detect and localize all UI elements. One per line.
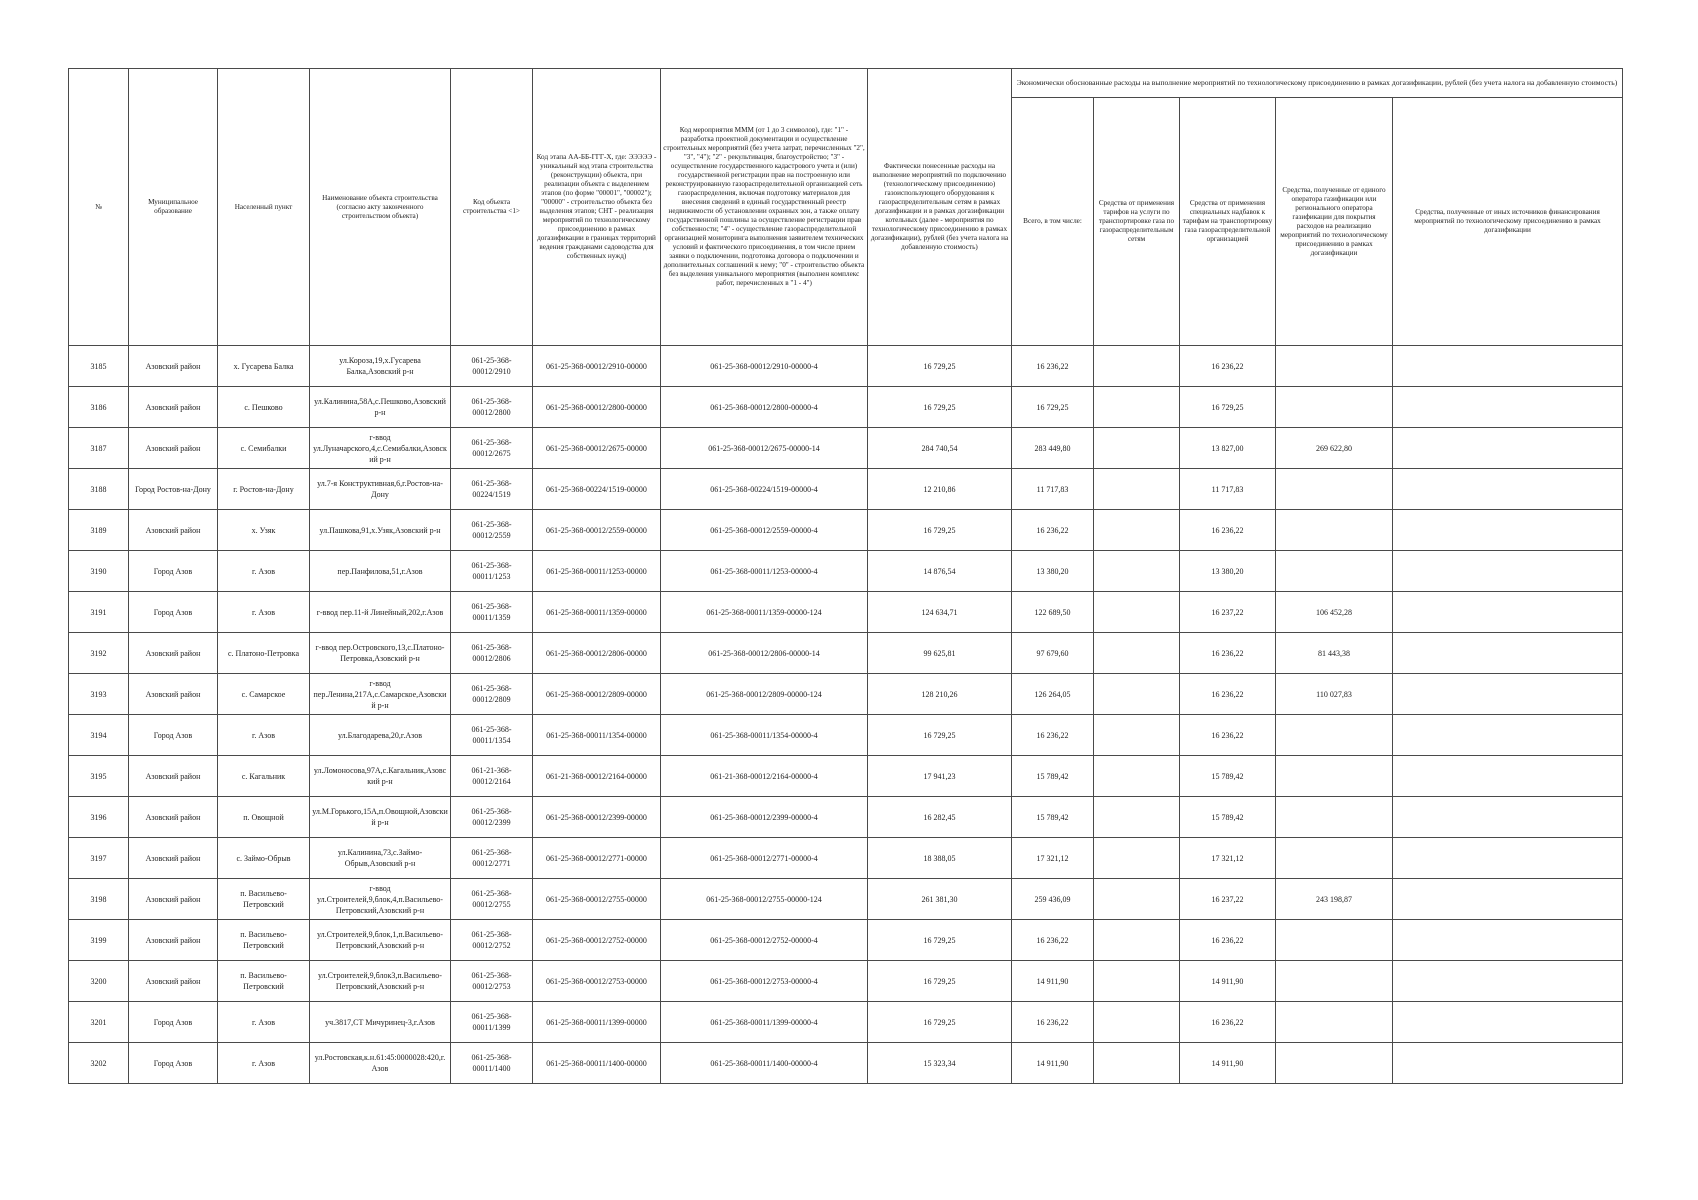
cell-object-name: ул.М.Горького,15А,п.Овощной,Азовский р-н (310, 797, 451, 838)
header-stage-code: Код этапа АА-ББ-ГГГ-Х, где: ЭЭЭЭЭ - уникальный код этапа строительства (реконструкции) объекта, при реализации объекта с выделением этапов (по форме "00001", "00002"); "00000" - строительство объекта без выделения этапов; СНТ - реализация мероприятий по технологическому присоединению в рамках догазификации в границах территорий ведения гражданами садоводства для собственных нужд) (533, 69, 661, 346)
header-object-code: Код объекта строительства <1> (451, 69, 533, 346)
cell-locality: с. Семибалки (218, 428, 310, 469)
cell-object-code: 061-25-368-00012/2809 (451, 674, 533, 715)
table-row (69, 387, 1623, 428)
cell-total: 16 729,25 (1012, 387, 1094, 428)
cell-row-number: 3202 (69, 1043, 129, 1084)
cell-other-funds (1393, 756, 1623, 797)
cell-municipality: Азовский район (129, 346, 218, 387)
cell-operator-funds (1276, 756, 1393, 797)
cell-object-code: 061-25-368-00012/2675 (451, 428, 533, 469)
cell-stage-code: 061-25-368-00012/2753-00000 (533, 961, 661, 1002)
cell-other-funds (1393, 1002, 1623, 1043)
cell-stage-code: 061-25-368-00012/2755-00000 (533, 879, 661, 920)
table-row (69, 879, 1623, 920)
cell-row-number: 3189 (69, 510, 129, 551)
cell-locality: г. Азов (218, 592, 310, 633)
cell-municipality: Азовский район (129, 838, 218, 879)
cell-tariff-funds (1094, 469, 1180, 510)
cell-surcharge-funds: 13 827,00 (1180, 428, 1276, 469)
cell-tariff-funds (1094, 387, 1180, 428)
cell-municipality: Город Азов (129, 715, 218, 756)
cell-other-funds (1393, 346, 1623, 387)
header-locality: Населенный пункт (218, 69, 310, 346)
cell-other-funds (1393, 961, 1623, 1002)
cell-municipality: Азовский район (129, 674, 218, 715)
cell-surcharge-funds: 16 236,22 (1180, 674, 1276, 715)
cell-actual-costs: 12 210,86 (868, 469, 1012, 510)
cell-tariff-funds (1094, 633, 1180, 674)
cell-object-name: ул.Благодарева,20,г.Азов (310, 715, 451, 756)
cell-total: 14 911,90 (1012, 1043, 1094, 1084)
cell-surcharge-funds: 16 236,22 (1180, 510, 1276, 551)
cell-total: 15 789,42 (1012, 756, 1094, 797)
cell-total: 13 380,20 (1012, 551, 1094, 592)
header-justified-costs-group: Экономически обоснованные расходы на выполнение мероприятий по технологическому присоединению в рамках догазификации, рублей (без учета налога на добавленную стоимость) (1012, 69, 1623, 98)
cell-object-name: ул.Ростовская,к.н.61:45:0000028:420,г.Азов (310, 1043, 451, 1084)
cell-row-number: 3192 (69, 633, 129, 674)
cell-object-code: 061-25-368-00224/1519 (451, 469, 533, 510)
cell-tariff-funds (1094, 838, 1180, 879)
cell-stage-code: 061-25-368-00012/2559-00000 (533, 510, 661, 551)
cell-object-name: пер.Панфилова,51,г.Азов (310, 551, 451, 592)
cell-tariff-funds (1094, 797, 1180, 838)
header-total: Всего, в том числе: (1012, 98, 1094, 346)
cell-row-number: 3185 (69, 346, 129, 387)
cell-stage-code: 061-25-368-00012/2675-00000 (533, 428, 661, 469)
cell-municipality: Город Азов (129, 592, 218, 633)
cell-other-funds (1393, 797, 1623, 838)
cell-municipality: Азовский район (129, 961, 218, 1002)
cell-locality: х. Узяк (218, 510, 310, 551)
cell-event-code: 061-25-368-00012/2559-00000-4 (661, 510, 868, 551)
cell-row-number: 3200 (69, 961, 129, 1002)
cell-tariff-funds (1094, 920, 1180, 961)
cell-object-code: 061-21-368-00012/2164 (451, 756, 533, 797)
cell-object-name: г-ввод ул.Луначарского,4,с.Семибалки,Азовский р-н (310, 428, 451, 469)
cell-tariff-funds (1094, 674, 1180, 715)
cell-other-funds (1393, 838, 1623, 879)
cell-object-name: ул.Строителей,9,блок,1,п.Васильево-Петровский,Азовский р-н (310, 920, 451, 961)
table-body (69, 346, 1623, 1084)
header-object-name: Наименование объекта строительства (согласно акту законченного строительством объекта) (310, 69, 451, 346)
cell-operator-funds (1276, 920, 1393, 961)
cell-operator-funds (1276, 797, 1393, 838)
cell-other-funds (1393, 551, 1623, 592)
cell-locality: г. Ростов-на-Дону (218, 469, 310, 510)
cell-event-code: 061-25-368-00012/2809-00000-124 (661, 674, 868, 715)
cell-stage-code: 061-25-368-00011/1399-00000 (533, 1002, 661, 1043)
cell-total: 97 679,60 (1012, 633, 1094, 674)
cell-municipality: Азовский район (129, 797, 218, 838)
cell-stage-code: 061-25-368-00012/2809-00000 (533, 674, 661, 715)
cell-stage-code: 061-25-368-00012/2752-00000 (533, 920, 661, 961)
cell-total: 16 236,22 (1012, 920, 1094, 961)
cell-actual-costs: 128 210,26 (868, 674, 1012, 715)
table-row (69, 674, 1623, 715)
cell-operator-funds: 110 027,83 (1276, 674, 1393, 715)
cell-actual-costs: 16 729,25 (868, 346, 1012, 387)
cell-object-code: 061-25-368-00012/2753 (451, 961, 533, 1002)
cell-locality: г. Азов (218, 551, 310, 592)
cell-surcharge-funds: 15 789,42 (1180, 756, 1276, 797)
cell-surcharge-funds: 14 911,90 (1180, 1043, 1276, 1084)
cell-object-name: ул.Короза,19,х.Гусарева Балка,Азовский р-н (310, 346, 451, 387)
cell-locality: с. Платоно-Петровка (218, 633, 310, 674)
cell-stage-code: 061-25-368-00012/2806-00000 (533, 633, 661, 674)
cell-surcharge-funds: 16 236,22 (1180, 715, 1276, 756)
cell-object-name: г-ввод пер.Ленина,217А,с.Самарское,Азовский р-н (310, 674, 451, 715)
cell-municipality: Город Азов (129, 1002, 218, 1043)
cell-operator-funds (1276, 1043, 1393, 1084)
cell-surcharge-funds: 16 236,22 (1180, 1002, 1276, 1043)
cell-municipality: Азовский район (129, 920, 218, 961)
table-row (69, 920, 1623, 961)
cell-event-code: 061-21-368-00012/2164-00000-4 (661, 756, 868, 797)
cell-stage-code: 061-25-368-00012/2910-00000 (533, 346, 661, 387)
cell-locality: п. Овощной (218, 797, 310, 838)
cell-actual-costs: 261 381,30 (868, 879, 1012, 920)
cell-stage-code: 061-25-368-00011/1253-00000 (533, 551, 661, 592)
cell-event-code: 061-25-368-00011/1400-00000-4 (661, 1043, 868, 1084)
cell-operator-funds (1276, 387, 1393, 428)
cell-total: 259 436,09 (1012, 879, 1094, 920)
table-row (69, 756, 1623, 797)
cell-object-name: ул.Пашкова,91,х.Узяк,Азовский р-н (310, 510, 451, 551)
cell-tariff-funds (1094, 428, 1180, 469)
cell-event-code: 061-25-368-00012/2771-00000-4 (661, 838, 868, 879)
cell-stage-code: 061-25-368-00012/2399-00000 (533, 797, 661, 838)
table-row (69, 1002, 1623, 1043)
table-row (69, 428, 1623, 469)
table-row (69, 838, 1623, 879)
table-row (69, 551, 1623, 592)
cell-total: 126 264,05 (1012, 674, 1094, 715)
cell-tariff-funds (1094, 510, 1180, 551)
header-tariff-funds: Средства от применения тарифов на услуги по транспортировке газа по газораспределительным сетям (1094, 98, 1180, 346)
cell-operator-funds: 243 198,87 (1276, 879, 1393, 920)
cell-row-number: 3195 (69, 756, 129, 797)
cell-object-code: 061-25-368-00011/1253 (451, 551, 533, 592)
cell-surcharge-funds: 13 380,20 (1180, 551, 1276, 592)
cell-actual-costs: 18 388,05 (868, 838, 1012, 879)
cell-municipality: Город Азов (129, 1043, 218, 1084)
table-row (69, 633, 1623, 674)
table-row (69, 469, 1623, 510)
header-other-funds: Средства, полученные от иных источников финансирования мероприятий по технологическому присоединению в рамках догазификации (1393, 98, 1623, 346)
cell-surcharge-funds: 16 236,22 (1180, 346, 1276, 387)
cell-other-funds (1393, 633, 1623, 674)
cell-stage-code: 061-25-368-00011/1359-00000 (533, 592, 661, 633)
cell-total: 16 236,22 (1012, 510, 1094, 551)
cell-other-funds (1393, 1043, 1623, 1084)
cell-locality: г. Азов (218, 715, 310, 756)
table-header (69, 69, 1623, 346)
cell-event-code: 061-25-368-00011/1359-00000-124 (661, 592, 868, 633)
cell-actual-costs: 15 323,34 (868, 1043, 1012, 1084)
cell-municipality: Азовский район (129, 879, 218, 920)
cell-tariff-funds (1094, 1002, 1180, 1043)
cell-other-funds (1393, 592, 1623, 633)
cell-locality: г. Азов (218, 1002, 310, 1043)
cell-operator-funds (1276, 715, 1393, 756)
cell-object-code: 061-25-368-00012/2399 (451, 797, 533, 838)
cell-object-code: 061-25-368-00012/2771 (451, 838, 533, 879)
cell-row-number: 3193 (69, 674, 129, 715)
cell-municipality: Азовский район (129, 387, 218, 428)
table-row (69, 1043, 1623, 1084)
cell-object-name: г-ввод пер.11-й Линейный,202,г.Азов (310, 592, 451, 633)
cell-actual-costs: 16 282,45 (868, 797, 1012, 838)
cell-surcharge-funds: 16 236,22 (1180, 633, 1276, 674)
cell-event-code: 061-25-368-00012/2800-00000-4 (661, 387, 868, 428)
cell-other-funds (1393, 674, 1623, 715)
cell-locality: г. Азов (218, 1043, 310, 1084)
cell-actual-costs: 284 740,54 (868, 428, 1012, 469)
cell-row-number: 3198 (69, 879, 129, 920)
cell-event-code: 061-25-368-00012/2755-00000-124 (661, 879, 868, 920)
cell-stage-code: 061-25-368-00011/1400-00000 (533, 1043, 661, 1084)
cell-operator-funds (1276, 469, 1393, 510)
cell-event-code: 061-25-368-00011/1253-00000-4 (661, 551, 868, 592)
cell-row-number: 3187 (69, 428, 129, 469)
cell-object-name: ул.Калинина,58А,с.Пешково,Азовский р-н (310, 387, 451, 428)
cell-object-name: ул.Строителей,9,блок3,п.Васильево-Петровский,Азовский р-н (310, 961, 451, 1002)
cell-operator-funds (1276, 1002, 1393, 1043)
cell-surcharge-funds: 16 729,25 (1180, 387, 1276, 428)
data-table (68, 68, 1623, 1084)
cell-stage-code: 061-25-368-00224/1519-00000 (533, 469, 661, 510)
cell-actual-costs: 16 729,25 (868, 1002, 1012, 1043)
cell-operator-funds: 106 452,28 (1276, 592, 1393, 633)
cell-actual-costs: 124 634,71 (868, 592, 1012, 633)
cell-object-name: ул.Ломоносова,97А,с.Кагальник,Азовский р-н (310, 756, 451, 797)
cell-total: 16 236,22 (1012, 1002, 1094, 1043)
cell-object-code: 061-25-368-00011/1359 (451, 592, 533, 633)
cell-object-code: 061-25-368-00012/2559 (451, 510, 533, 551)
cell-tariff-funds (1094, 1043, 1180, 1084)
cell-tariff-funds (1094, 346, 1180, 387)
cell-event-code: 061-25-368-00011/1399-00000-4 (661, 1002, 868, 1043)
cell-row-number: 3201 (69, 1002, 129, 1043)
header-no: № (69, 69, 129, 346)
cell-tariff-funds (1094, 961, 1180, 1002)
cell-tariff-funds (1094, 715, 1180, 756)
cell-operator-funds: 81 443,38 (1276, 633, 1393, 674)
header-surcharge-funds: Средства от применения специальных надбавок к тарифам на транспортировку газа газораспределительной организацией (1180, 98, 1276, 346)
cell-locality: п. Васильево-Петровский (218, 879, 310, 920)
cell-object-code: 061-25-368-00011/1354 (451, 715, 533, 756)
cell-tariff-funds (1094, 592, 1180, 633)
cell-object-name: г-ввод пер.Островского,13,с.Платоно-Петровка,Азовский р-н (310, 633, 451, 674)
cell-object-code: 061-25-368-00012/2910 (451, 346, 533, 387)
header-operator-funds: Средства, полученные от единого оператора газификации или регионального оператора газификации для покрытия расходов на реализацию мероприятий по технологическому присоединению в рамках догазификации (1276, 98, 1393, 346)
cell-object-code: 061-25-368-00012/2806 (451, 633, 533, 674)
cell-row-number: 3188 (69, 469, 129, 510)
cell-event-code: 061-25-368-00224/1519-00000-4 (661, 469, 868, 510)
cell-locality: п. Васильево-Петровский (218, 920, 310, 961)
cell-stage-code: 061-25-368-00012/2800-00000 (533, 387, 661, 428)
cell-locality: с. Самарское (218, 674, 310, 715)
table-row (69, 346, 1623, 387)
header-municipality: Муниципальное образование (129, 69, 218, 346)
cell-locality: х. Гусарева Балка (218, 346, 310, 387)
cell-surcharge-funds: 15 789,42 (1180, 797, 1276, 838)
cell-other-funds (1393, 469, 1623, 510)
cell-object-code: 061-25-368-00011/1399 (451, 1002, 533, 1043)
table-row (69, 592, 1623, 633)
cell-operator-funds (1276, 510, 1393, 551)
cell-object-code: 061-25-368-00012/2752 (451, 920, 533, 961)
cell-object-code: 061-25-368-00011/1400 (451, 1043, 533, 1084)
cell-surcharge-funds: 11 717,83 (1180, 469, 1276, 510)
cell-row-number: 3190 (69, 551, 129, 592)
cell-stage-code: 061-21-368-00012/2164-00000 (533, 756, 661, 797)
cell-tariff-funds (1094, 551, 1180, 592)
table-row (69, 797, 1623, 838)
cell-operator-funds: 269 622,80 (1276, 428, 1393, 469)
cell-actual-costs: 16 729,25 (868, 920, 1012, 961)
cell-actual-costs: 99 625,81 (868, 633, 1012, 674)
cell-locality: п. Васильево-Петровский (218, 961, 310, 1002)
table-row (69, 961, 1623, 1002)
cell-actual-costs: 16 729,25 (868, 387, 1012, 428)
cell-stage-code: 061-25-368-00012/2771-00000 (533, 838, 661, 879)
cell-total: 283 449,80 (1012, 428, 1094, 469)
cell-actual-costs: 16 729,25 (868, 715, 1012, 756)
header-event-code: Код мероприятия МММ (от 1 до 3 символов), где: "1" - разработка проектной документации и осуществление строительных мероприятий (без учета затрат, перечисленных "2", "3", "4"); "2" - рекультивация, благоустройство; "3" - осуществление государственного кадастрового учета и (или) государственной регистрации прав на построенную или реконструированную газораспределительной организацией сеть газораспределения, включая подготовку материалов для внесения сведений в единый государственный реестр недвижимости об установлении охранных зон, а также оплату государственной пошлины за осуществление регистрации прав собственности; "4" - осуществление газораспределительной организацией мониторинга выполнения заявителем технических условий и фактического присоединения, в том числе прием заявки о подключении, подготовка договора о подключении и дополнительных соглашений к нему; "0" - строительство объекта без выделения уникального мероприятия (выполнен комплекс работ, перечисленных в "1 - 4") (661, 69, 868, 346)
cell-object-name: ул.7-я Конструктивная,6,г.Ростов-на-Дону (310, 469, 451, 510)
cell-other-funds (1393, 510, 1623, 551)
cell-tariff-funds (1094, 756, 1180, 797)
cell-locality: с. Займо-Обрыв (218, 838, 310, 879)
cell-actual-costs: 17 941,23 (868, 756, 1012, 797)
cell-tariff-funds (1094, 879, 1180, 920)
cell-event-code: 061-25-368-00012/2910-00000-4 (661, 346, 868, 387)
cell-stage-code: 061-25-368-00011/1354-00000 (533, 715, 661, 756)
cell-surcharge-funds: 17 321,12 (1180, 838, 1276, 879)
cell-operator-funds (1276, 838, 1393, 879)
cell-municipality: Город Ростов-на-Дону (129, 469, 218, 510)
cell-object-name: ул.Калинина,73,с.Займо-Обрыв,Азовский р-н (310, 838, 451, 879)
cell-total: 14 911,90 (1012, 961, 1094, 1002)
cell-total: 11 717,83 (1012, 469, 1094, 510)
header-actual-costs: Фактически понесенные расходы на выполнение мероприятий по подключению (технологическому присоединению) газоиспользующего оборудования к газораспределительным сетям в рамках догазификации и в рамках догазификации котельных (далее - мероприятия по технологическому присоединению в рамках догазификации), рублей (без учета налога на добавленную стоимость) (868, 69, 1012, 346)
cell-surcharge-funds: 16 236,22 (1180, 920, 1276, 961)
cell-other-funds (1393, 920, 1623, 961)
cell-row-number: 3186 (69, 387, 129, 428)
cell-municipality: Азовский район (129, 428, 218, 469)
cell-surcharge-funds: 14 911,90 (1180, 961, 1276, 1002)
cell-operator-funds (1276, 346, 1393, 387)
cell-object-name: уч.3817,СТ Мичуринец-3,г.Азов (310, 1002, 451, 1043)
cell-event-code: 061-25-368-00012/2753-00000-4 (661, 961, 868, 1002)
cell-municipality: Азовский район (129, 510, 218, 551)
cell-municipality: Город Азов (129, 551, 218, 592)
cell-row-number: 3196 (69, 797, 129, 838)
cell-total: 15 789,42 (1012, 797, 1094, 838)
cell-event-code: 061-25-368-00012/2752-00000-4 (661, 920, 868, 961)
cell-other-funds (1393, 387, 1623, 428)
cell-locality: с. Пешково (218, 387, 310, 428)
cell-total: 17 321,12 (1012, 838, 1094, 879)
cell-object-name: г-ввод ул.Строителей,9,блок,4,п.Васильево-Петровский,Азовский р-н (310, 879, 451, 920)
cell-other-funds (1393, 715, 1623, 756)
table-row (69, 510, 1623, 551)
cell-object-code: 061-25-368-00012/2755 (451, 879, 533, 920)
cell-surcharge-funds: 16 237,22 (1180, 879, 1276, 920)
cell-other-funds (1393, 879, 1623, 920)
cell-row-number: 3197 (69, 838, 129, 879)
cell-other-funds (1393, 428, 1623, 469)
cell-event-code: 061-25-368-00011/1354-00000-4 (661, 715, 868, 756)
cell-actual-costs: 16 729,25 (868, 510, 1012, 551)
table-row (69, 715, 1623, 756)
cell-row-number: 3191 (69, 592, 129, 633)
cell-operator-funds (1276, 961, 1393, 1002)
cell-surcharge-funds: 16 237,22 (1180, 592, 1276, 633)
cell-municipality: Азовский район (129, 633, 218, 674)
document-page (68, 68, 1622, 1084)
cell-event-code: 061-25-368-00012/2399-00000-4 (661, 797, 868, 838)
cell-actual-costs: 16 729,25 (868, 961, 1012, 1002)
cell-total: 16 236,22 (1012, 715, 1094, 756)
cell-object-code: 061-25-368-00012/2800 (451, 387, 533, 428)
cell-total: 122 689,50 (1012, 592, 1094, 633)
cell-municipality: Азовский район (129, 756, 218, 797)
cell-event-code: 061-25-368-00012/2675-00000-14 (661, 428, 868, 469)
cell-event-code: 061-25-368-00012/2806-00000-14 (661, 633, 868, 674)
cell-row-number: 3194 (69, 715, 129, 756)
cell-row-number: 3199 (69, 920, 129, 961)
cell-total: 16 236,22 (1012, 346, 1094, 387)
cell-locality: с. Кагальник (218, 756, 310, 797)
cell-operator-funds (1276, 551, 1393, 592)
cell-actual-costs: 14 876,54 (868, 551, 1012, 592)
